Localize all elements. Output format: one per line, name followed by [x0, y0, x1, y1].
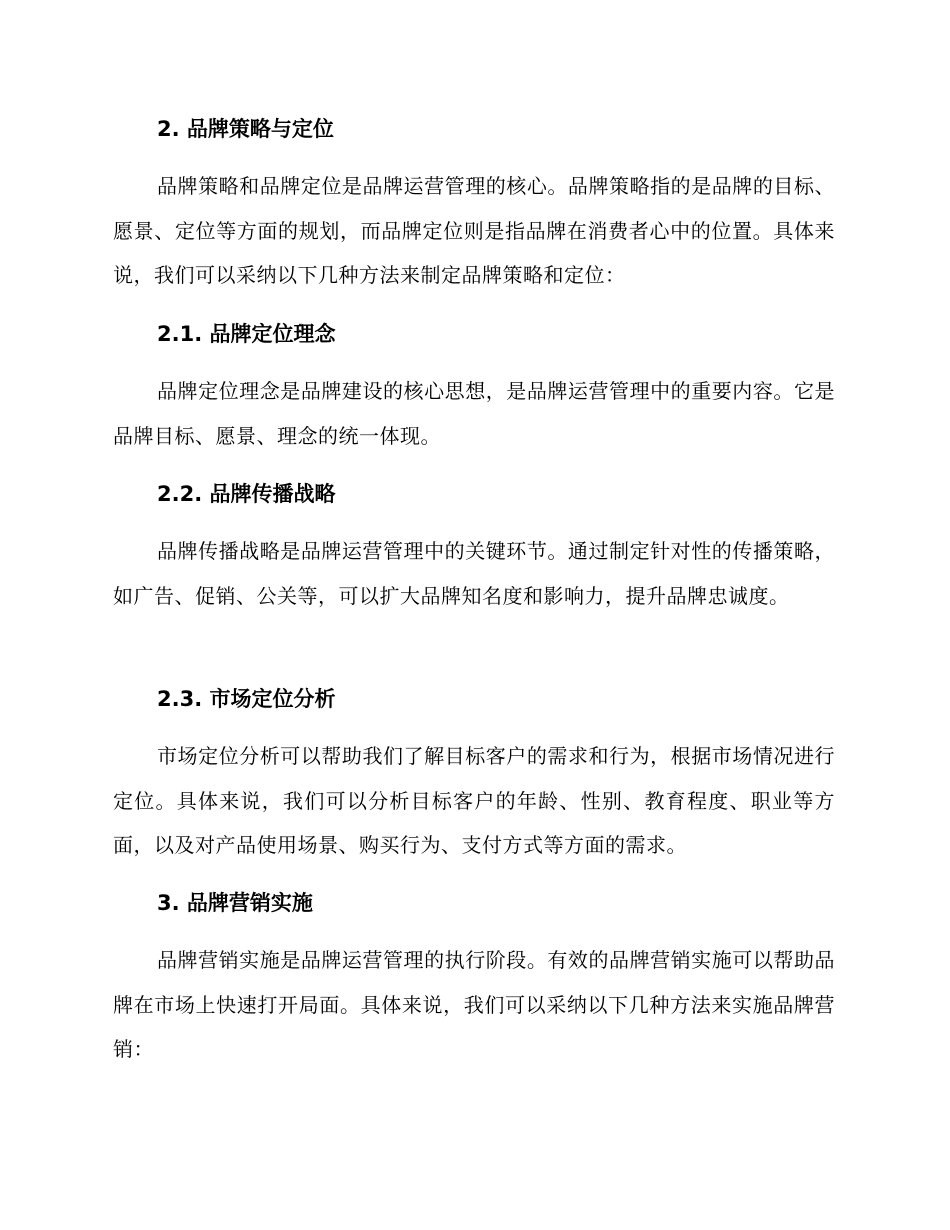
section-heading-2-2: 2.2. 品牌传播战略 — [157, 482, 336, 506]
section-paragraph-2-2: 品牌传播战略是品牌运营管理中的关键环节。通过制定针对性的传播策略，如广告、促销、公关等，可以扩大品牌知名度和影响力，提升品牌忠诚度。 — [113, 539, 835, 608]
section-paragraph-3: 品牌营销实施是品牌运营管理的执行阶段。有效的品牌营销实施可以帮助品牌在市场上快速打开局面。具体来说，我们可以采纳以下几种方法来实施品牌营销： — [113, 948, 835, 1061]
section-paragraph-2: 品牌策略和品牌定位是品牌运营管理的核心。品牌策略指的是品牌的目标、愿景、定位等方面的规划，而品牌定位则是指品牌在消费者心中的位置。具体来说，我们可以采纳以下几种方法来制定品牌策略和定位： — [113, 174, 835, 287]
section-paragraph-2-1: 品牌定位理念是品牌建设的核心思想，是品牌运营管理中的重要内容。它是品牌目标、愿景、理念的统一体现。 — [113, 379, 835, 448]
section-heading-2: 2. 品牌策略与定位 — [157, 117, 334, 141]
section-heading-3: 3. 品牌营销实施 — [157, 891, 313, 915]
section-heading-2-1: 2.1. 品牌定位理念 — [157, 322, 336, 346]
section-heading-2-3: 2.3. 市场定位分析 — [157, 687, 336, 711]
section-paragraph-2-3: 市场定位分析可以帮助我们了解目标客户的需求和行为，根据市场情况进行定位。具体来说，我们可以分析目标客户的年龄、性别、教育程度、职业等方面，以及对产品使用场景、购买行为、支付方式等方面的需求。 — [113, 744, 835, 857]
